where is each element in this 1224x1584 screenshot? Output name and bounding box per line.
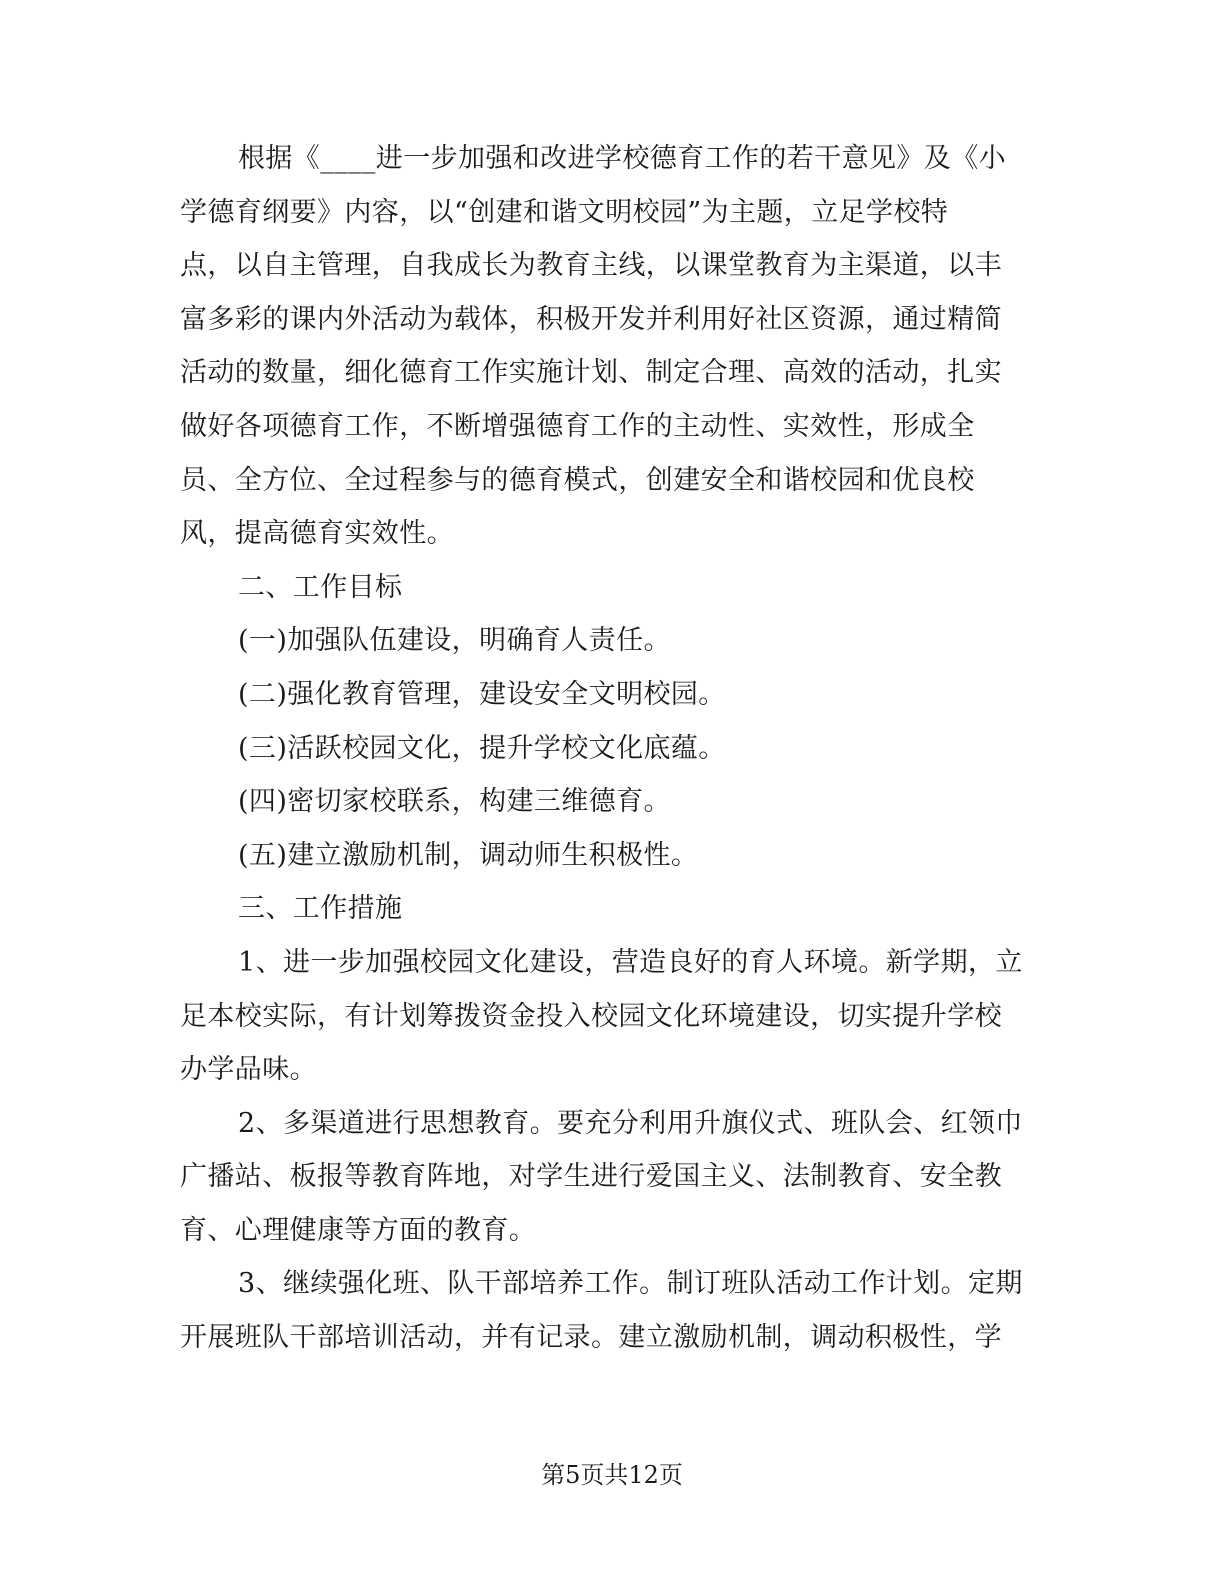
text-line: 员、全方位、全过程参与的德育模式，创建安全和谐校园和优良校 — [180, 464, 975, 496]
text-line: 富多彩的课内外活动为载体，积极开发并利用好社区资源，通过精简 — [180, 303, 1002, 335]
text-line: 广播站、板报等教育阵地，对学生进行爱国主义、法制教育、安全教 — [180, 1161, 1002, 1193]
text-line: 学德育纲要》内容，以“创建和谐文明校园”为主题，立足学校特 — [180, 196, 949, 228]
document-body — [180, 132, 1050, 1365]
text-line: 做好各项德育工作，不断增强德育工作的主动性、实效性，形成全 — [180, 410, 975, 442]
text-line: 1、进一步加强校园文化建设，营造良好的育人环境。新学期，立 — [238, 946, 1023, 978]
page-number: 第5页共12页 — [541, 1461, 683, 1489]
text-line: 三、工作措施 — [238, 893, 403, 925]
text-line: 风，提高德育实效性。 — [180, 518, 454, 550]
text-line: (二)强化教育管理，建设安全文明校园。 — [238, 678, 726, 710]
text-line: 足本校实际，有计划筹拨资金投入校园文化环境建设，切实提升学校 — [180, 1000, 1002, 1032]
text-line: (三)活跃校园文化，提升学校文化底蕴。 — [238, 732, 726, 764]
text-line: (五)建立激励机制，调动师生积极性。 — [238, 839, 699, 871]
text-line: 3、继续强化班、队干部培养工作。制订班队活动工作计划。定期 — [238, 1268, 1023, 1300]
text-line: 活动的数量，细化德育工作实施计划、制定合理、高效的活动，扎实 — [180, 357, 1002, 389]
text-line: 2、多渠道进行思想教育。要充分利用升旗仪式、班队会、红领巾 — [238, 1107, 1023, 1139]
text-line: 点，以自主管理，自我成长为教育主线，以课堂教育为主渠道，以丰 — [180, 250, 1002, 282]
text-line: 育、心理健康等方面的教育。 — [180, 1214, 537, 1246]
text-line: (一)加强队伍建设，明确育人责任。 — [238, 625, 671, 657]
text-line: (四)密切家校联系，构建三维德育。 — [238, 786, 671, 818]
text-line: 办学品味。 — [180, 1054, 317, 1086]
text-line: 开展班队干部培训活动，并有记录。建立激励机制，调动积极性，学 — [180, 1322, 1002, 1354]
text-line: 根据《____进一步加强和改进学校德育工作的若干意见》及《小 — [238, 143, 1006, 174]
text-line: 二、工作目标 — [238, 571, 403, 603]
